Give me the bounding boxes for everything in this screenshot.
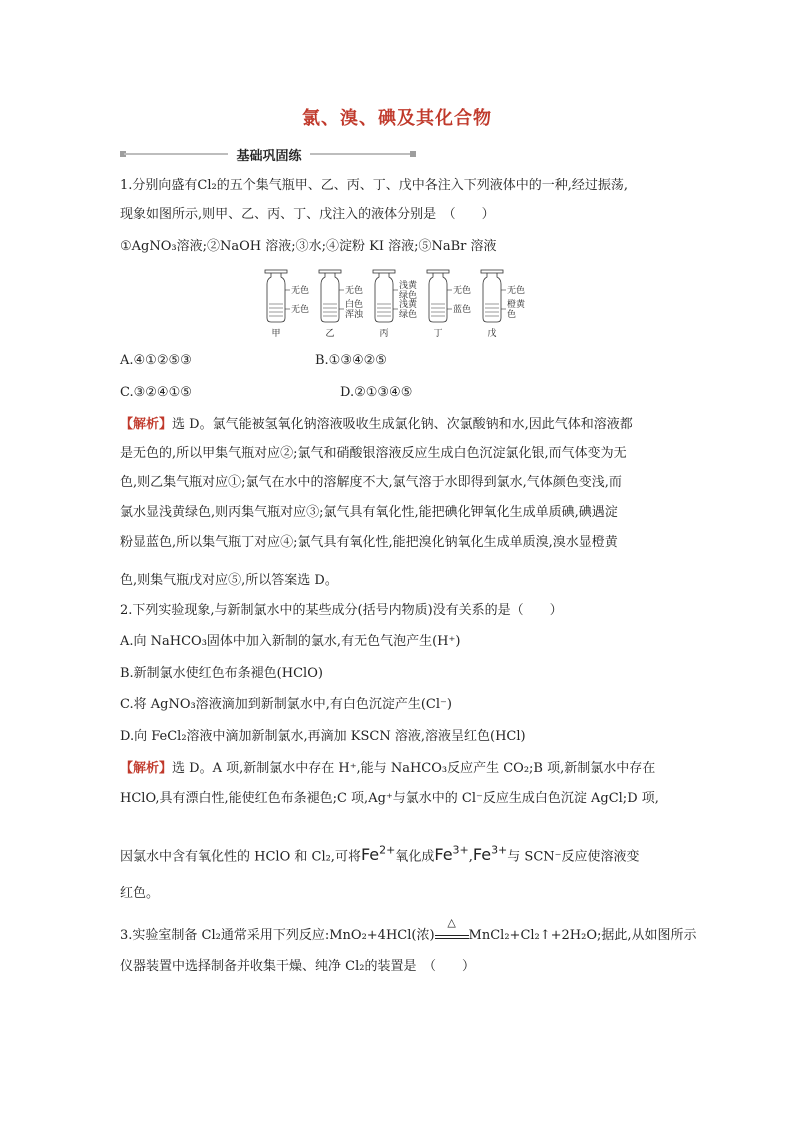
- q1-analysis-line4: 氯水显浅黄绿色,则丙集气瓶对应③;氯气具有氧化性,能把碘化钾氧化生成单质碘,碘遇淀: [120, 505, 618, 520]
- bottle-liquid-label: 浅黄: [399, 300, 418, 310]
- q1-option-a: A.④①②⑤③: [120, 353, 192, 368]
- bottle-liquid-label: 绿色: [399, 310, 418, 320]
- divider-dot-right: [410, 151, 416, 157]
- q2-analysis-line3: [120, 842, 640, 866]
- q2-analysis-line1: [120, 760, 655, 778]
- bottle-liquid-label: 白色: [345, 300, 364, 310]
- gas-bottles-figure: [262, 268, 532, 342]
- bottle-gas-label: 无色: [345, 286, 364, 296]
- analysis-text: 与 SCN⁻反应使溶液变: [507, 849, 640, 865]
- q1-option-d: D.②①③④⑤: [340, 385, 413, 400]
- divider-line-left: [124, 153, 228, 155]
- q1-analysis-line5: 粉显蓝色,所以集气瓶丁对应④;氯气具有氧化性,能把溴化钠氧化生成单质溴,溴水显橙黄: [120, 535, 618, 550]
- analysis-text: 选 D。A 项,新制氯水中存在 H⁺,能与 NaHCO₃反应产生 CO₂;B 项,新制氯水中存在: [172, 761, 656, 776]
- q2-option-b: B.新制氯水使红色布条褪色(HClO): [120, 666, 323, 681]
- q2-stem: 2.下列实验现象,与新制氯水中的某些成分(括号内物质)没有关系的是（ ）: [120, 603, 563, 618]
- gas-bottle: [265, 270, 309, 339]
- q1-analysis-line2: 是无色的,所以甲集气瓶对应②;氯气和硝酸银溶液反应生成白色沉淀氯化银,而气体变为无: [120, 446, 627, 461]
- ion-fe3: $Fe^{3+}$: [434, 844, 469, 865]
- gas-bottle: [427, 270, 471, 339]
- q2-analysis-line4: 红色。: [120, 886, 160, 901]
- q1-analysis-line1: [120, 416, 633, 434]
- bottle-liquid-label: 色: [507, 310, 517, 320]
- q1-option-c: C.③②④①⑤: [120, 385, 192, 400]
- analysis-text: 因氯水中含有氧化性的 HClO 和 Cl₂,可将: [120, 849, 361, 865]
- bottle-name: 戊: [487, 329, 497, 339]
- bottle-liquid-label: 无色: [291, 305, 310, 315]
- bottle-gas-label: 无色: [291, 286, 310, 296]
- q1-reagent-list: ①AgNO₃溶液;②NaOH 溶液;③水;④淀粉 KI 溶液;⑤NaBr 溶液: [120, 239, 497, 254]
- q1-analysis-line3: 色,则乙集气瓶对应①;氯气在水中的溶解度不大,氯气溶于水即得到氯水,气体颜色变浅,而: [120, 475, 622, 490]
- bottle-gas-label: 浅黄: [399, 281, 418, 291]
- bottle-name: 甲: [271, 329, 281, 339]
- bottle-liquid-label: 蓝色: [453, 305, 472, 315]
- gas-bottle: [319, 270, 364, 339]
- page-title: 氯、溴、碘及其化合物: [302, 108, 492, 129]
- q2-option-c: C.将 AgNO₃溶液滴加到新制氯水中,有白色沉淀产生(Cl⁻): [120, 697, 452, 712]
- heat-symbol: △: [447, 916, 456, 929]
- section-header: [120, 146, 416, 162]
- q3-stem-line1: [120, 916, 697, 945]
- ion-fe2: $Fe^{2+}$: [360, 844, 396, 865]
- q1-analysis-line6: 色,则集气瓶戊对应⑤,所以答案选 D。: [120, 573, 338, 588]
- q3-text-pre: 3.实验室制备 Cl₂通常采用下列反应:MnO₂+4HCl(浓): [120, 928, 435, 943]
- q1-stem-line2: 现象如图所示,则甲、乙、丙、丁、戊注入的液体分别是 （ ）: [120, 207, 495, 222]
- bottle-liquid-label: 橙黄: [507, 300, 526, 310]
- q1-option-b: B.①③④②⑤: [315, 353, 387, 368]
- q3-stem-line2: 仪器装置中选择制备并收集干燥、纯净 Cl₂的装置是 （ ）: [120, 959, 475, 974]
- heat-arrow: [435, 916, 469, 939]
- q2-option-a: A.向 NaHCO₃固体中加入新制的氯水,有无色气泡产生(H⁺): [120, 634, 461, 649]
- bottle-name: 丙: [379, 329, 389, 339]
- analysis-text: 选 D。氯气能被氢氧化钠溶液吸收生成氯化钠、次氯酸钠和水,因此气体和溶液都: [172, 417, 633, 432]
- q1-stem-line1: 1.分别向盛有Cl₂的五个集气瓶甲、乙、丙、丁、戊中各注入下列液体中的一种,经过振荡,: [120, 178, 628, 193]
- bottle-gas-label: 无色: [453, 286, 472, 296]
- q2-analysis-line2: HClO,具有漂白性,能使红色布条褪色;C 项,Ag⁺与氯水中的 Cl⁻反应生成白色沉淀 AgCl;D 项,: [120, 791, 659, 806]
- q2-option-d: D.向 FeCl₂溶液中滴加新制氯水,再滴加 KSCN 溶液,溶液呈红色(HCl): [120, 729, 526, 744]
- ion-fe3-second: $Fe^{3+}$: [472, 844, 508, 865]
- section-title: 基础巩固练: [236, 149, 302, 164]
- bottle-gas-label: 绿色: [399, 291, 418, 301]
- analysis-tag: 【解析】: [120, 761, 173, 776]
- gas-bottle: [373, 270, 418, 339]
- bottle-liquid-label: 浑浊: [345, 310, 364, 320]
- divider-line-right: [310, 153, 412, 155]
- bottle-name: 乙: [325, 329, 335, 339]
- analysis-text: 氧化成: [395, 849, 435, 865]
- gas-bottle: [481, 270, 526, 339]
- q3-text-post: MnCl₂+Cl₂↑+2H₂O;据此,从如图所示: [468, 928, 697, 943]
- bottle-name: 丁: [433, 329, 443, 339]
- bottle-gas-label: 无色: [507, 286, 526, 296]
- separator: ,: [468, 849, 473, 865]
- analysis-tag: 【解析】: [120, 417, 173, 432]
